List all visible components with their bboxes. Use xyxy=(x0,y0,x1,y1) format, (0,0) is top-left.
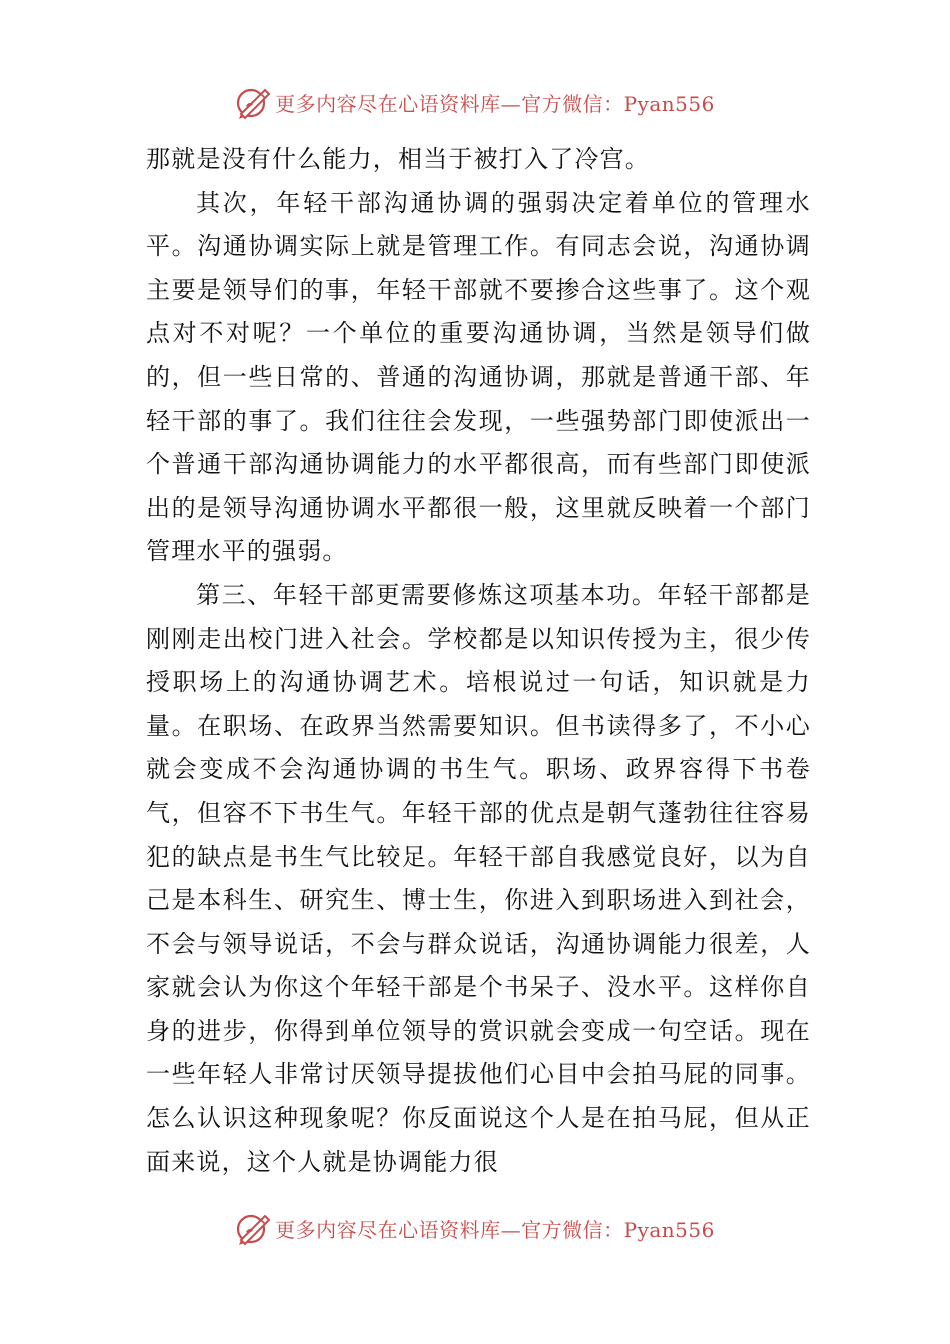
page-footer-banner xyxy=(0,1208,950,1248)
paragraph-continuation: 那就是没有什么能力，相当于被打入了冷宫。 xyxy=(146,145,650,173)
pen-logo-icon xyxy=(235,1210,273,1246)
footer-banner-text: 更多内容尽在心语资料库—官方微信：Pyan556 xyxy=(275,1217,715,1242)
paragraph-second-point: 其次，年轻干部沟通协调的强弱决定着单位的管理水平。沟通协调实际上就是管理工作。有同志会说，沟通协调主要是领导们的事，年轻干部就不要掺合这些事了。这个观点对不对呢？一个单位的重要沟通协调，当然是领导们做的，但一些日常的、普通的沟通协调，那就是普通干部、年轻干部的事了。我们往往会发现，一些强势部门即使派出一个普通干部沟通协调能力的水平都很高，而有些部门即使派出的是领导沟通协调水平都很一般，这里就反映着一个部门管理水平的强弱。 xyxy=(146,188,811,566)
header-banner-text: 更多内容尽在心语资料库—官方微信：Pyan556 xyxy=(275,91,715,116)
page-header-banner xyxy=(0,82,950,122)
document-body xyxy=(146,138,811,1184)
paragraph-third-point: 第三、年轻干部更需要修炼这项基本功。年轻干部都是刚刚走出校门进入社会。学校都是以知识传授为主，很少传授职场上的沟通协调艺术。培根说过一句话，知识就是力量。在职场、在政界当然需要知识。但书读得多了，不小心就会变成不会沟通协调的书生气。职场、政界容得下书卷气，但容不下书生气。年轻干部的优点是朝气蓬勃往往容易犯的缺点是书生气比较足。年轻干部自我感觉良好，以为自己是本科生、研究生、博士生，你进入到职场进入到社会，不会与领导说话，不会与群众说话，沟通协调能力很差，人家就会认为你这个年轻干部是个书呆子、没水平。这样你自身的进步，你得到单位领导的赏识就会变成一句空话。现在一些年轻人非常讨厌领导提拔他们心目中会拍马屁的同事。怎么认识这种现象呢？你反面说这个人是在拍马屁，但从正面来说，这个人就是协调能力很 xyxy=(146,580,811,1176)
pen-logo-icon xyxy=(235,84,273,120)
